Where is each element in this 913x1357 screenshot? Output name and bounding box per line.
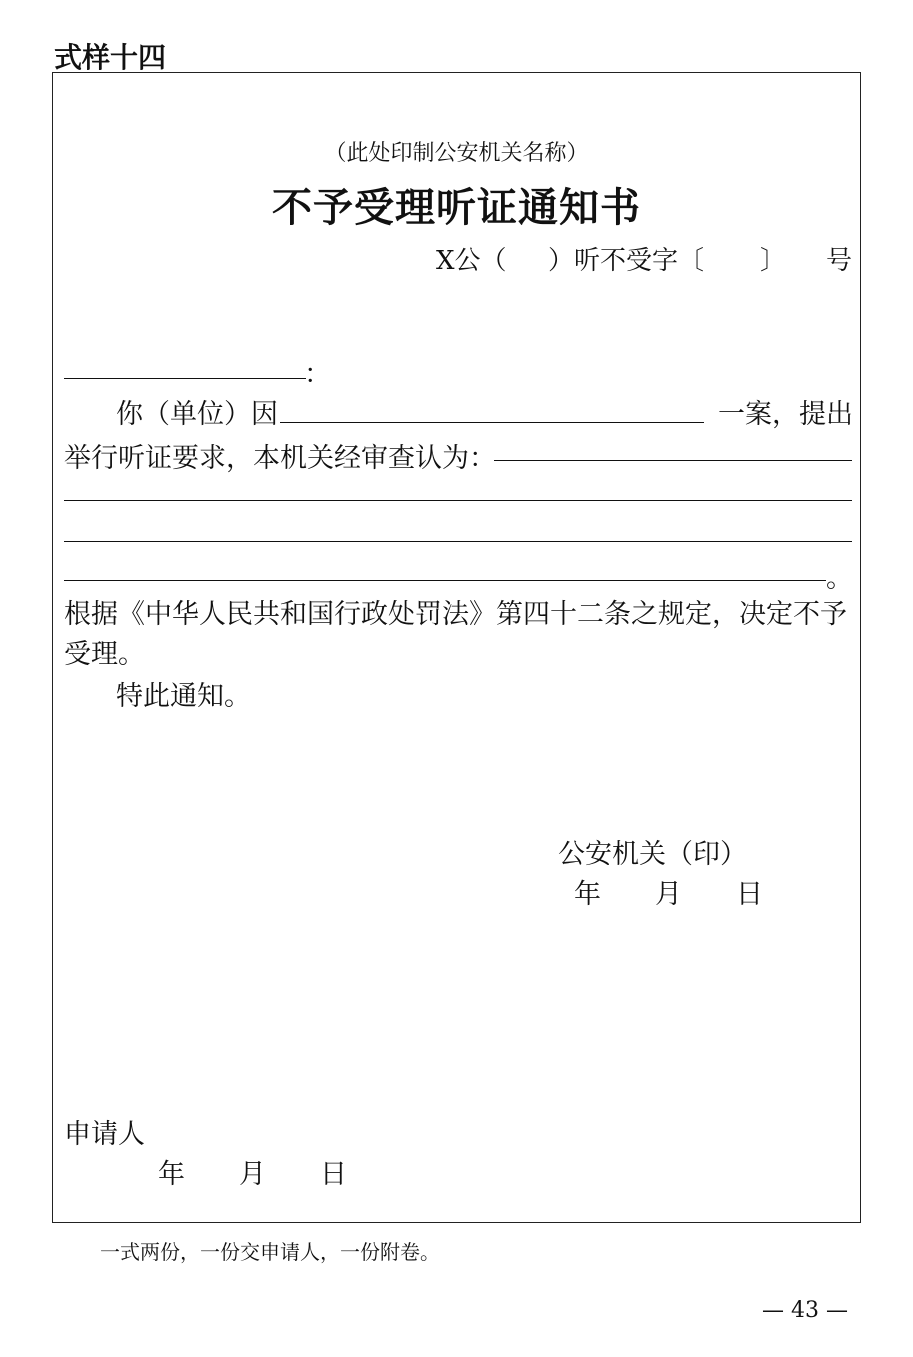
reason-lead-text: 你（单位）因 [116,399,278,430]
doc-number-bracket-close: 〕 [760,246,787,276]
period-mark: 。 [826,563,853,594]
review-text: 举行听证要求，本机关经审查认为： [64,443,496,474]
document-title: 不予受理听证通知书 [272,184,641,231]
sample-label: 式样十四 [54,41,167,74]
agency-name-placeholder: （此处印制公安机关名称） [324,141,589,166]
applicant-label: 申请人 [64,1119,145,1150]
doc-number-middle: ）听不受字〔 [548,246,705,276]
signature-date: 年 月 日 [574,879,763,910]
decision-text: 受理。 [64,639,145,670]
authority-seal: 公安机关（印） [558,839,747,870]
review-opinion-blank-1[interactable] [494,460,852,461]
page-number: — 43 — [762,1298,848,1323]
doc-number-prefix: X公（ [436,246,507,276]
review-opinion-blank-4[interactable] [64,580,826,581]
review-opinion-blank-3[interactable] [64,541,852,542]
doc-number-suffix: 号 [826,246,853,276]
legal-basis-text: 根据《中华人民共和国行政处罚法》第四十二条之规定，决定不予 [64,599,847,630]
review-opinion-blank-2[interactable] [64,500,852,501]
addressee-colon: ： [304,359,331,390]
case-reason-blank[interactable] [280,422,704,423]
request-text: 一案，提出 [718,399,853,430]
applicant-date: 年 月 日 [158,1159,347,1190]
closing-text: 特此通知。 [116,681,251,712]
addressee-blank[interactable] [64,378,306,379]
copies-note: 一式两份，一份交申请人，一份附卷。 [100,1240,440,1264]
